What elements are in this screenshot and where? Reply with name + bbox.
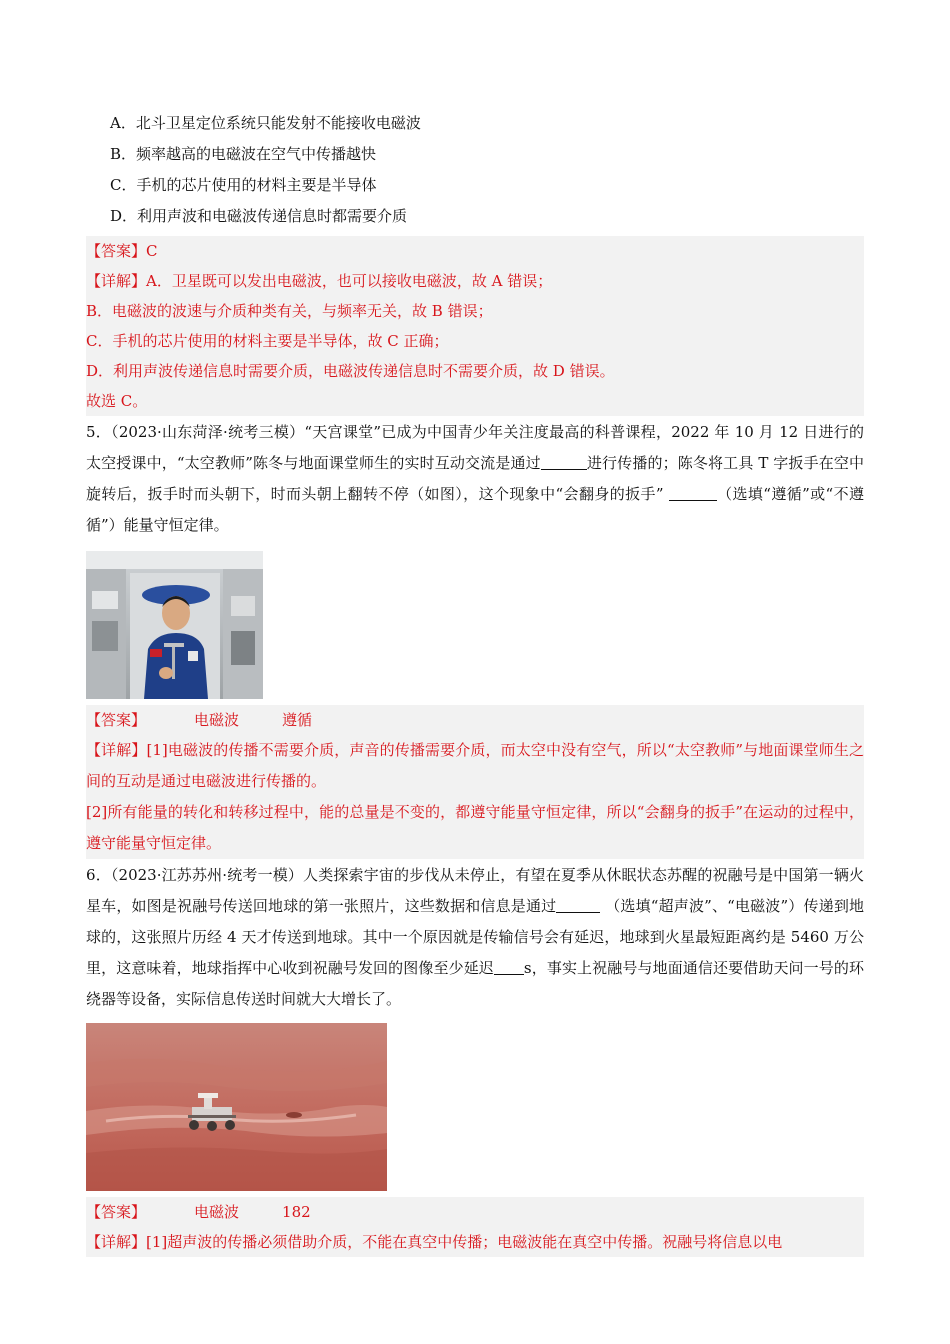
answer-label: 【答案】 [86, 242, 147, 260]
q5-blank-2 [669, 484, 717, 501]
q4-answer-line [86, 236, 864, 266]
q4-option-a: A．北斗卫星定位系统只能发射不能接收电磁波 [110, 114, 421, 132]
q4-option-d: D．利用声波和电磁波传递信息时都需要介质 [110, 207, 408, 225]
q5-text-3: （选填“遵循”或“不遵循”）能量守恒定律。 [86, 485, 864, 534]
q6-detail-1 [86, 1227, 864, 1257]
q6-blank-1 [556, 896, 600, 913]
q5-answer-line [86, 705, 864, 735]
q4-option-b: B．频率越高的电磁波在空气中传播越快 [110, 145, 377, 163]
q4-answer-value: C [146, 242, 158, 260]
q6-photo-mars [86, 1023, 387, 1191]
q6-answer-1: 电磁波 [194, 1203, 240, 1221]
q4-options [86, 108, 864, 232]
q5-photo-astronaut [86, 551, 263, 699]
q5-text-1: 5．（2023·山东菏泽·统考三模）“天宫课堂”已成为中国青少年关注度最高的科普课程，2022 年 10 月 12 日进行的太空授课中，“太空教师”陈冬与地面课堂师生的实时互动交流是通过 [86, 423, 864, 472]
q5-blank-1 [541, 453, 587, 470]
q4-detail-a: A．卫星既可以发出电磁波，也可以接收电磁波，故 A 错误； [146, 272, 553, 290]
q4-detail-d: D．利用声波传递信息时需要介质，电磁波传递信息时不需要介质，故 D 错误。 [86, 362, 615, 380]
q4-detail-line [86, 266, 864, 296]
q6-question [86, 860, 864, 1015]
q6-text-2: （选填“超声波”、“电磁波”）传递到地球的，这张照片历经 4 天才传送到地球。其中一个原因就是传输信号会有延迟，地球到火星最短距离约是 5460 万公里，这意味着，地球指挥中心收到祝融号发回的图像至少延迟 [86, 897, 864, 977]
detail-label: 【详解】 [86, 1233, 147, 1251]
q5-answer-2: 遵循 [282, 711, 313, 729]
q4-detail-c: C．手机的芯片使用的材料主要是半导体，故 C 正确； [86, 332, 449, 350]
detail-label: 【详解】 [86, 741, 147, 759]
q5-question [86, 417, 864, 541]
answer-label: 【答案】 [86, 1203, 147, 1221]
document-page [86, 108, 864, 1257]
q6-detail-text-1: [1]超声波的传播必须借助介质，不能在真空中传播；电磁波能在真空中传播。祝融号将信息以电 [146, 1233, 783, 1251]
astronaut-illustration [86, 551, 263, 699]
q6-text-1: 6．（2023·江苏苏州·统考一模）人类探索宇宙的步伐从未停止，有望在夏季从休眠状态苏醒的祝融号是中国第一辆火星车，如图是祝融号传送回地球的第一张照片，这些数据和信息是通过 [86, 866, 864, 915]
q4-answer-block [86, 236, 864, 416]
q4-detail-conclusion: 故选 C。 [86, 392, 148, 410]
detail-label: 【详解】 [86, 272, 147, 290]
q4-detail-b: B．电磁波的波速与介质种类有关，与频率无关，故 B 错误； [86, 302, 493, 320]
q5-detail-2: [2]所有能量的转化和转移过程中，能的总量是不变的，都遵守能量守恒定律，所以“会翻身的扳手”在运动的过程中，遵守能量守恒定律。 [86, 803, 864, 852]
q5-detail-text-1: [1]电磁波的传播不需要介质，声音的传播需要介质，而太空中没有空气，所以“太空教师”与地面课堂师生之间的互动是通过电磁波进行传播的。 [86, 741, 864, 790]
q5-detail-1 [86, 735, 864, 797]
q6-blank-2 [494, 958, 524, 975]
q6-answer-line [86, 1197, 864, 1227]
q5-answer-block [86, 705, 864, 859]
mars-rover-illustration [86, 1023, 387, 1191]
q4-option-c: C．手机的芯片使用的材料主要是半导体 [110, 176, 377, 194]
q6-answer-block [86, 1197, 864, 1257]
q5-text-2: 进行传播的；陈冬将工具 T 字扳手在空中旋转后，扳手时而头朝下，时而头朝上翻转不停（如图），这个现象中“会翻身的扳手” [86, 454, 864, 503]
q5-answer-1: 电磁波 [194, 711, 240, 729]
answer-label: 【答案】 [86, 711, 147, 729]
q6-text-3: s，事实上祝融号与地面通信还要借助天问一号的环绕器等设备，实际信息传送时间就大大增长了。 [86, 959, 864, 1008]
q6-answer-2: 182 [282, 1203, 311, 1221]
